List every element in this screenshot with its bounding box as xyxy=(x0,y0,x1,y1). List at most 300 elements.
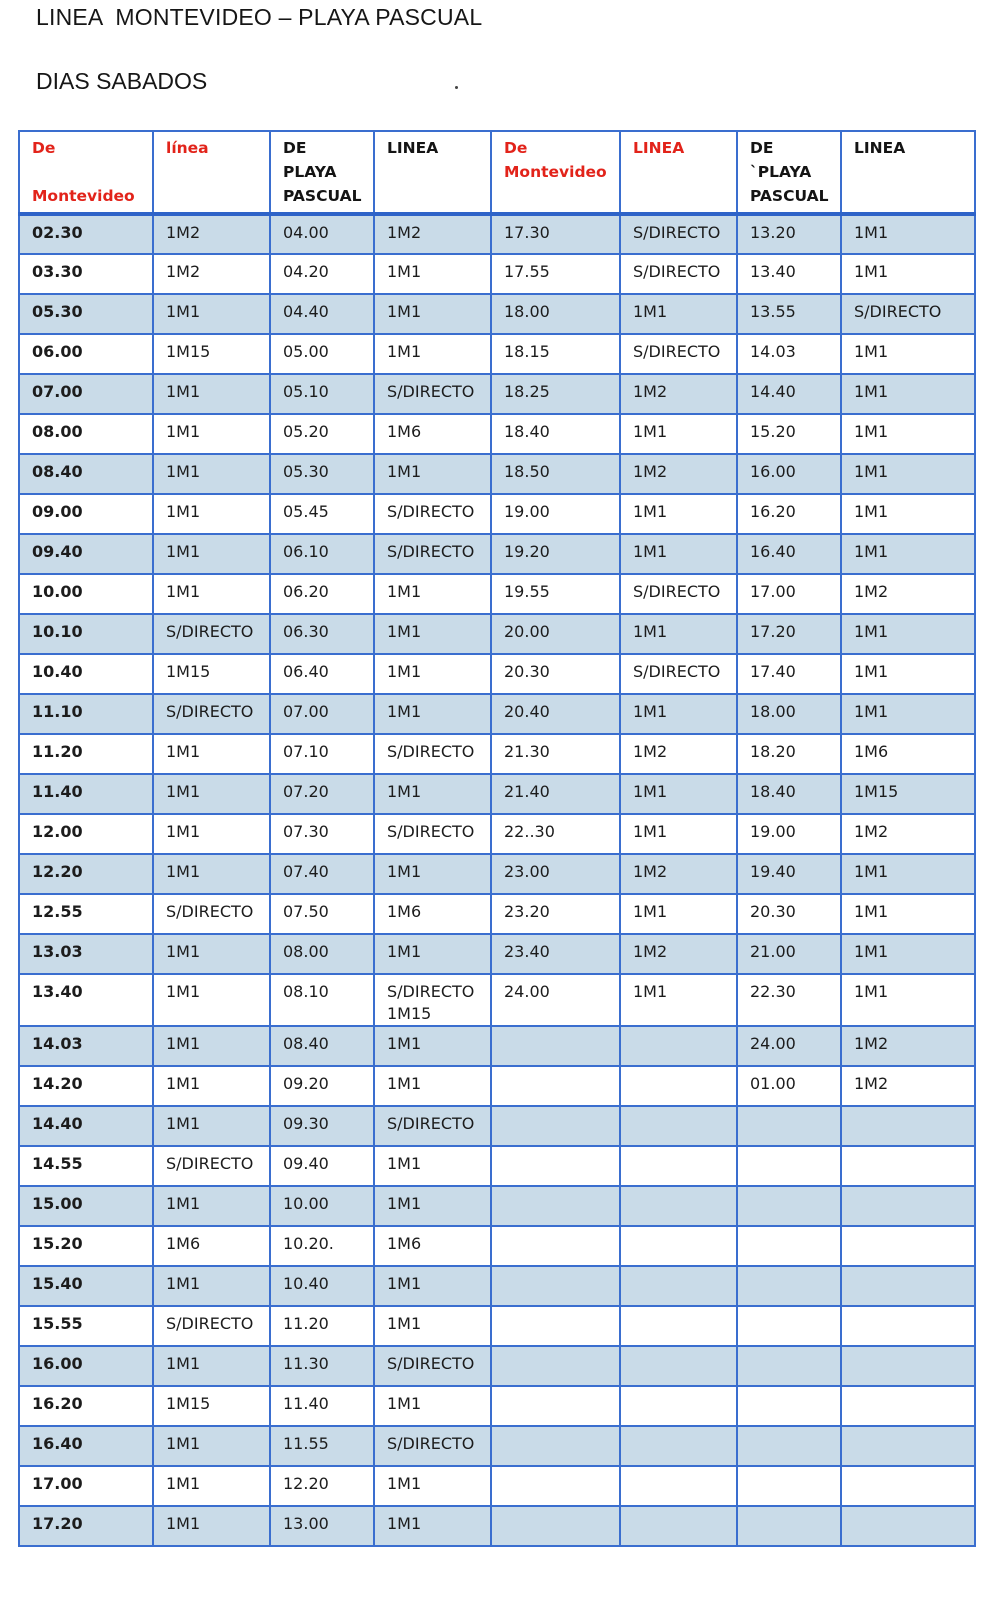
table-cell: 08.00 xyxy=(19,414,153,454)
table-cell: 07.40 xyxy=(270,854,374,894)
table-cell: 16.20 xyxy=(19,1386,153,1426)
table-cell xyxy=(491,1506,620,1546)
table-row xyxy=(19,1506,975,1546)
table-cell: S/DIRECTO xyxy=(153,1306,270,1346)
table-row xyxy=(19,574,975,614)
table-cell: 1M1 xyxy=(374,294,491,334)
table-cell: 05.30 xyxy=(19,294,153,334)
table-cell xyxy=(620,1026,737,1066)
table-cell: 03.30 xyxy=(19,254,153,294)
table-cell xyxy=(841,1226,975,1266)
table-cell xyxy=(620,1106,737,1146)
table-cell: 1M2 xyxy=(841,814,975,854)
table-cell xyxy=(491,1186,620,1226)
table-cell: 17.20 xyxy=(737,614,841,654)
table-cell: 12.55 xyxy=(19,894,153,934)
table-cell: 23.00 xyxy=(491,854,620,894)
table-row xyxy=(19,1266,975,1306)
table-cell: 1M1 xyxy=(620,494,737,534)
paper-speck xyxy=(455,86,458,89)
table-cell: 1M1 xyxy=(620,814,737,854)
table-cell: 21.40 xyxy=(491,774,620,814)
table-cell: 15.00 xyxy=(19,1186,153,1226)
table-cell: 17.20 xyxy=(19,1506,153,1546)
table-row xyxy=(19,1306,975,1346)
table-cell xyxy=(737,1386,841,1426)
table-cell: 11.40 xyxy=(270,1386,374,1426)
table-cell: 05.30 xyxy=(270,454,374,494)
table-cell: 1M1 xyxy=(374,1186,491,1226)
table-cell: 1M1 xyxy=(841,974,975,1026)
table-row xyxy=(19,414,975,454)
table-cell: 14.03 xyxy=(737,334,841,374)
table-cell: 1M1 xyxy=(841,654,975,694)
table-cell: 22.30 xyxy=(737,974,841,1026)
column-header-6: DE `PLAYA PASCUAL xyxy=(737,131,841,214)
table-cell: 1M1 xyxy=(374,1386,491,1426)
table-cell xyxy=(491,1066,620,1106)
table-cell: 13.40 xyxy=(19,974,153,1026)
table-row xyxy=(19,774,975,814)
table-cell: 1M1 xyxy=(153,734,270,774)
table-cell: 08.40 xyxy=(270,1026,374,1066)
table-cell: 1M1 xyxy=(841,494,975,534)
table-cell: 18.20 xyxy=(737,734,841,774)
table-cell: 1M1 xyxy=(620,694,737,734)
table-cell: S/DIRECTO xyxy=(620,254,737,294)
table-cell xyxy=(737,1506,841,1546)
table-cell xyxy=(491,1226,620,1266)
table-cell: 13.03 xyxy=(19,934,153,974)
table-cell xyxy=(841,1346,975,1386)
table-cell: 10.00 xyxy=(19,574,153,614)
table-cell: 1M6 xyxy=(374,414,491,454)
table-cell: 16.00 xyxy=(737,454,841,494)
table-cell xyxy=(620,1506,737,1546)
table-cell: 1M2 xyxy=(620,374,737,414)
table-cell: S/DIRECTO xyxy=(374,374,491,414)
table-cell: 1M1 xyxy=(841,414,975,454)
table-cell: 19.55 xyxy=(491,574,620,614)
table-cell: 1M1 xyxy=(153,1066,270,1106)
column-header-5: LINEA xyxy=(620,131,737,214)
table-cell xyxy=(620,1266,737,1306)
table-cell: 09.00 xyxy=(19,494,153,534)
table-cell: 13.40 xyxy=(737,254,841,294)
table-cell xyxy=(841,1186,975,1226)
table-cell: 1M1 xyxy=(153,374,270,414)
table-cell: 14.40 xyxy=(19,1106,153,1146)
table-cell: 10.40 xyxy=(19,654,153,694)
table-cell: 09.40 xyxy=(270,1146,374,1186)
table-cell: 1M1 xyxy=(374,774,491,814)
table-cell: 14.55 xyxy=(19,1146,153,1186)
table-cell xyxy=(737,1146,841,1186)
table-cell: 1M6 xyxy=(374,894,491,934)
table-row xyxy=(19,1066,975,1106)
table-cell: 1M1 xyxy=(374,1506,491,1546)
table-cell xyxy=(737,1266,841,1306)
table-cell: 19.00 xyxy=(737,814,841,854)
table-cell xyxy=(841,1306,975,1346)
table-cell: 17.00 xyxy=(737,574,841,614)
table-cell: 1M1 xyxy=(374,1066,491,1106)
table-cell: S/DIRECTO xyxy=(620,574,737,614)
table-cell: 1M1 xyxy=(153,1426,270,1466)
table-cell: 13.20 xyxy=(737,214,841,254)
table-cell: 1M6 xyxy=(153,1226,270,1266)
table-cell: 1M1 xyxy=(374,574,491,614)
table-cell: 1M1 xyxy=(620,774,737,814)
page-subtitle: DIAS SABADOS xyxy=(36,68,208,94)
table-cell: 08.40 xyxy=(19,454,153,494)
table-cell: 09.40 xyxy=(19,534,153,574)
column-header-0: De Montevideo xyxy=(19,131,153,214)
table-cell: 14.40 xyxy=(737,374,841,414)
table-cell: S/DIRECTO xyxy=(374,1426,491,1466)
table-cell xyxy=(841,1426,975,1466)
table-cell: 1M2 xyxy=(620,734,737,774)
table-row xyxy=(19,534,975,574)
table-row xyxy=(19,1346,975,1386)
table-cell xyxy=(620,1306,737,1346)
table-cell: 09.20 xyxy=(270,1066,374,1106)
table-cell: 1M6 xyxy=(374,1226,491,1266)
table-cell: 1M1 xyxy=(153,1026,270,1066)
table-row xyxy=(19,654,975,694)
table-cell: 07.00 xyxy=(19,374,153,414)
table-cell: 13.00 xyxy=(270,1506,374,1546)
table-cell: 19.40 xyxy=(737,854,841,894)
table-cell: 1M6 xyxy=(841,734,975,774)
table-cell: 1M15 xyxy=(153,1386,270,1426)
table-cell: 04.40 xyxy=(270,294,374,334)
table-cell: 1M1 xyxy=(374,654,491,694)
table-cell: 18.50 xyxy=(491,454,620,494)
table-cell: 1M1 xyxy=(374,694,491,734)
table-cell: 1M1 xyxy=(153,934,270,974)
page-title: LINEA MONTEVIDEO – PLAYA PASCUAL xyxy=(36,4,483,30)
table-cell xyxy=(491,1426,620,1466)
table-cell: 1M2 xyxy=(374,214,491,254)
table-cell: 18.15 xyxy=(491,334,620,374)
table-row xyxy=(19,254,975,294)
table-cell xyxy=(841,1106,975,1146)
table-cell: 1M2 xyxy=(841,574,975,614)
table-row xyxy=(19,1026,975,1066)
table-cell xyxy=(737,1466,841,1506)
table-row xyxy=(19,294,975,334)
table-row xyxy=(19,214,975,254)
table-cell: 1M1 xyxy=(374,1026,491,1066)
table-row xyxy=(19,454,975,494)
header-row xyxy=(19,131,975,214)
table-cell: S/DIRECTO xyxy=(374,1106,491,1146)
table-cell: 1M1 xyxy=(841,694,975,734)
table-cell xyxy=(491,1026,620,1066)
table-cell: 10.40 xyxy=(270,1266,374,1306)
table-cell xyxy=(620,1226,737,1266)
table-cell: 07.10 xyxy=(270,734,374,774)
table-cell xyxy=(841,1466,975,1506)
table-cell: 1M1 xyxy=(153,854,270,894)
table-cell: 15.40 xyxy=(19,1266,153,1306)
table-cell xyxy=(620,1346,737,1386)
table-cell: 12.20 xyxy=(270,1466,374,1506)
table-cell: 04.20 xyxy=(270,254,374,294)
table-cell: 1M1 xyxy=(841,614,975,654)
table-cell: 12.20 xyxy=(19,854,153,894)
column-header-2: DE PLAYA PASCUAL xyxy=(270,131,374,214)
table-cell: 11.10 xyxy=(19,694,153,734)
table-cell: 1M1 xyxy=(620,614,737,654)
table-cell xyxy=(491,1466,620,1506)
table-cell: 11.20 xyxy=(19,734,153,774)
table-cell: 19.20 xyxy=(491,534,620,574)
table-row xyxy=(19,1426,975,1466)
column-header-1: línea xyxy=(153,131,270,214)
table-cell: 1M1 xyxy=(841,374,975,414)
table-cell: 06.30 xyxy=(270,614,374,654)
table-cell: 11.55 xyxy=(270,1426,374,1466)
table-cell: 23.20 xyxy=(491,894,620,934)
table-row xyxy=(19,374,975,414)
table-cell: 1M1 xyxy=(620,974,737,1026)
table-cell: 1M1 xyxy=(841,334,975,374)
table-cell: 1M2 xyxy=(841,1026,975,1066)
table-cell: 15.20 xyxy=(19,1226,153,1266)
table-cell: 17.55 xyxy=(491,254,620,294)
table-cell: 16.20 xyxy=(737,494,841,534)
table-cell xyxy=(491,1386,620,1426)
table-cell: 1M1 xyxy=(374,1146,491,1186)
table-cell: S/DIRECTO xyxy=(153,614,270,654)
table-cell: 1M1 xyxy=(374,1266,491,1306)
table-cell xyxy=(841,1266,975,1306)
table-cell: 05.45 xyxy=(270,494,374,534)
table-cell: 07.30 xyxy=(270,814,374,854)
table-cell: 1M1 xyxy=(153,1506,270,1546)
table-cell: 20.30 xyxy=(491,654,620,694)
table-cell: S/DIRECTO xyxy=(153,1146,270,1186)
table-cell: 1M2 xyxy=(620,454,737,494)
table-row xyxy=(19,1106,975,1146)
table-cell: 09.30 xyxy=(270,1106,374,1146)
table-cell xyxy=(737,1106,841,1146)
table-cell: 07.50 xyxy=(270,894,374,934)
column-header-4: De Montevideo xyxy=(491,131,620,214)
table-cell: 1M1 xyxy=(153,294,270,334)
table-cell xyxy=(620,1066,737,1106)
table-cell: 1M1 xyxy=(841,854,975,894)
table-cell: 18.40 xyxy=(737,774,841,814)
table-cell: 1M2 xyxy=(841,1066,975,1106)
table-cell xyxy=(491,1266,620,1306)
table-cell: S/DIRECTO 1M15 xyxy=(374,974,491,1026)
table-cell: 11.20 xyxy=(270,1306,374,1346)
table-cell: 11.30 xyxy=(270,1346,374,1386)
table-cell: 1M1 xyxy=(153,534,270,574)
table-cell: 1M1 xyxy=(374,334,491,374)
table-cell: 17.00 xyxy=(19,1466,153,1506)
table-cell xyxy=(841,1506,975,1546)
table-row xyxy=(19,894,975,934)
table-cell: S/DIRECTO xyxy=(153,694,270,734)
table-cell: S/DIRECTO xyxy=(374,494,491,534)
table-row xyxy=(19,1466,975,1506)
table-cell: 1M1 xyxy=(620,294,737,334)
table-cell: 14.03 xyxy=(19,1026,153,1066)
table-cell: 15.20 xyxy=(737,414,841,454)
table-cell: 1M1 xyxy=(841,534,975,574)
table-row xyxy=(19,1226,975,1266)
table-cell: 21.00 xyxy=(737,934,841,974)
table-cell: 16.40 xyxy=(737,534,841,574)
table-cell xyxy=(737,1186,841,1226)
table-cell xyxy=(620,1186,737,1226)
table-cell: 18.25 xyxy=(491,374,620,414)
table-cell: 04.00 xyxy=(270,214,374,254)
table-cell: 1M1 xyxy=(841,454,975,494)
table-row xyxy=(19,1186,975,1226)
table-cell: 06.40 xyxy=(270,654,374,694)
table-cell: 10.00 xyxy=(270,1186,374,1226)
table-body xyxy=(19,214,975,1546)
table-cell: 1M1 xyxy=(374,614,491,654)
table-cell: 1M1 xyxy=(153,574,270,614)
table-cell: 1M1 xyxy=(374,254,491,294)
table-cell: 1M1 xyxy=(620,414,737,454)
table-cell: 20.30 xyxy=(737,894,841,934)
table-cell: 24.00 xyxy=(737,1026,841,1066)
table-cell xyxy=(491,1106,620,1146)
table-cell: S/DIRECTO xyxy=(620,334,737,374)
column-header-3: LINEA xyxy=(374,131,491,214)
table-cell: 1M1 xyxy=(153,814,270,854)
table-cell: 1M2 xyxy=(153,214,270,254)
table-cell: 1M1 xyxy=(374,1466,491,1506)
table-cell: S/DIRECTO xyxy=(620,654,737,694)
table-row xyxy=(19,854,975,894)
table-cell xyxy=(491,1146,620,1186)
table-cell: 10.10 xyxy=(19,614,153,654)
table-row xyxy=(19,974,975,1026)
table-cell: 07.00 xyxy=(270,694,374,734)
table-row xyxy=(19,1386,975,1426)
table-cell: 05.00 xyxy=(270,334,374,374)
table-cell: 23.40 xyxy=(491,934,620,974)
table-cell: 21.30 xyxy=(491,734,620,774)
table-cell: 1M2 xyxy=(153,254,270,294)
table-row xyxy=(19,494,975,534)
table-cell: 1M1 xyxy=(620,894,737,934)
table-cell: 1M1 xyxy=(153,494,270,534)
table-cell: 18.00 xyxy=(737,694,841,734)
table-cell: 1M15 xyxy=(841,774,975,814)
table-cell: S/DIRECTO xyxy=(153,894,270,934)
table-cell xyxy=(841,1386,975,1426)
table-cell xyxy=(620,1466,737,1506)
table-cell: 13.55 xyxy=(737,294,841,334)
table-cell: S/DIRECTO xyxy=(620,214,737,254)
table-cell: 1M1 xyxy=(374,454,491,494)
table-cell: 1M1 xyxy=(841,214,975,254)
table-cell: 20.00 xyxy=(491,614,620,654)
table-cell: 1M1 xyxy=(374,1306,491,1346)
table-cell: 06.00 xyxy=(19,334,153,374)
table-cell: 1M15 xyxy=(153,334,270,374)
table-cell: 07.20 xyxy=(270,774,374,814)
table-cell xyxy=(737,1226,841,1266)
table-cell xyxy=(737,1426,841,1466)
table-cell: 1M1 xyxy=(841,894,975,934)
table-row xyxy=(19,694,975,734)
table-cell: 1M1 xyxy=(153,1466,270,1506)
table-cell: 1M1 xyxy=(620,534,737,574)
table-cell: S/DIRECTO xyxy=(841,294,975,334)
table-cell xyxy=(491,1306,620,1346)
column-header-7: LINEA xyxy=(841,131,975,214)
table-cell: 12.00 xyxy=(19,814,153,854)
table-row xyxy=(19,734,975,774)
table-cell: 16.40 xyxy=(19,1426,153,1466)
timetable xyxy=(18,130,976,1547)
table-cell: 22..30 xyxy=(491,814,620,854)
table-cell: 1M1 xyxy=(841,934,975,974)
table-cell: 11.40 xyxy=(19,774,153,814)
table-row xyxy=(19,814,975,854)
table-cell: 06.10 xyxy=(270,534,374,574)
table-cell: 1M1 xyxy=(153,1266,270,1306)
table-cell xyxy=(737,1346,841,1386)
table-cell: 08.00 xyxy=(270,934,374,974)
table-cell: 16.00 xyxy=(19,1346,153,1386)
table-cell: 17.40 xyxy=(737,654,841,694)
table-cell: S/DIRECTO xyxy=(374,734,491,774)
table-cell xyxy=(491,1346,620,1386)
table-cell: S/DIRECTO xyxy=(374,1346,491,1386)
table-row xyxy=(19,334,975,374)
table-cell: 02.30 xyxy=(19,214,153,254)
table-cell: 1M2 xyxy=(620,934,737,974)
table-cell: 15.55 xyxy=(19,1306,153,1346)
table-cell: 19.00 xyxy=(491,494,620,534)
table-cell: 1M1 xyxy=(374,934,491,974)
table-cell: 1M1 xyxy=(153,1346,270,1386)
table-cell: 24.00 xyxy=(491,974,620,1026)
table-cell: 05.10 xyxy=(270,374,374,414)
table-cell: 1M1 xyxy=(374,854,491,894)
table-row xyxy=(19,934,975,974)
table-cell xyxy=(620,1426,737,1466)
table-cell: 1M1 xyxy=(841,254,975,294)
table-cell xyxy=(737,1306,841,1346)
table-cell: 14.20 xyxy=(19,1066,153,1106)
table-cell: 18.40 xyxy=(491,414,620,454)
table-row xyxy=(19,1146,975,1186)
table-cell: 01.00 xyxy=(737,1066,841,1106)
table-cell: 1M15 xyxy=(153,654,270,694)
table-cell: 1M1 xyxy=(153,454,270,494)
table-cell: 1M1 xyxy=(153,1106,270,1146)
table-cell: 06.20 xyxy=(270,574,374,614)
table-cell: 1M2 xyxy=(620,854,737,894)
table-cell: 17.30 xyxy=(491,214,620,254)
table-cell: 10.20. xyxy=(270,1226,374,1266)
table-cell: 1M1 xyxy=(153,414,270,454)
table-cell xyxy=(841,1146,975,1186)
table-cell: 1M1 xyxy=(153,1186,270,1226)
